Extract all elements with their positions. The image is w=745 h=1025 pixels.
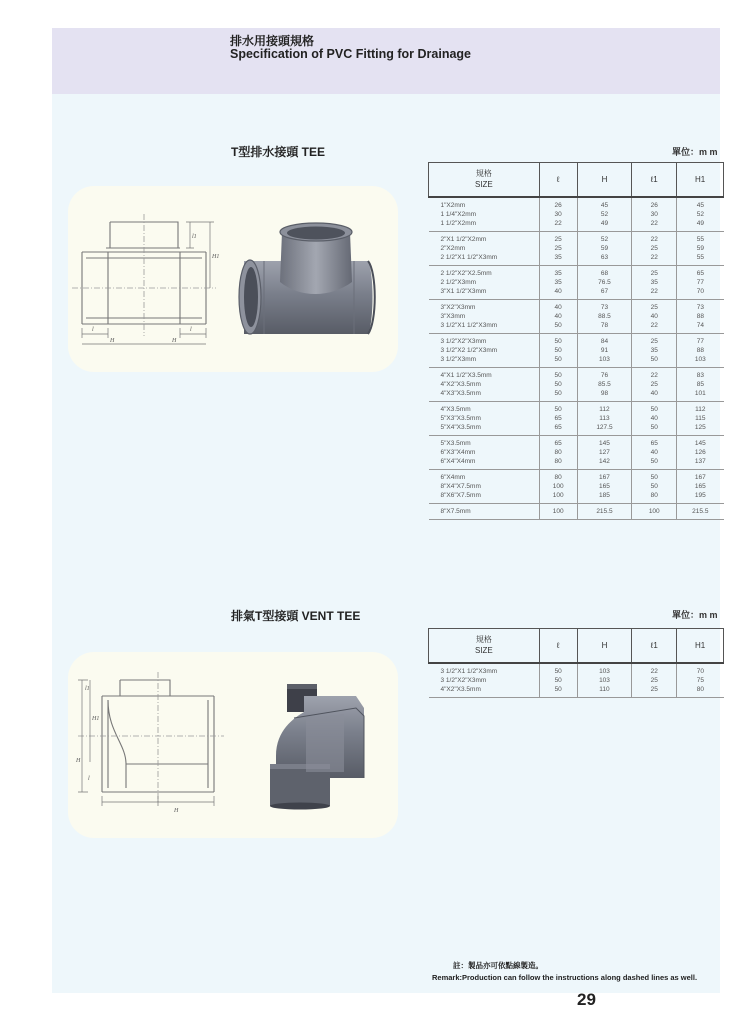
tee-cell-value: 25 xyxy=(554,235,562,243)
tee-cell-value: 5"X3.5mm xyxy=(440,439,471,447)
tee-cell-sizes xyxy=(429,469,540,503)
tee-cell-value: 165 xyxy=(599,482,610,490)
tee-cell-h1 xyxy=(677,197,724,232)
page-number: 29 xyxy=(577,990,596,1009)
tee-header-size-en: SIZE xyxy=(474,180,493,190)
tee-cell-value: 35 xyxy=(650,346,658,354)
tee-cell-value: 88 xyxy=(696,346,704,354)
tee-cell-value: 40 xyxy=(650,312,658,320)
tee-cell-value: 3"X3mm xyxy=(440,312,466,320)
tee-cell-value: 45 xyxy=(600,201,609,209)
tee-cell-l1 xyxy=(632,401,677,435)
tee-cell-value: 50 xyxy=(650,405,658,413)
tee-cell-value: 25 xyxy=(650,380,658,388)
tee-cell-value: 40 xyxy=(650,389,658,397)
vent-cell-value: 3 1/2"X1 1/2"X3mm xyxy=(440,667,498,675)
tee-drawing-panel xyxy=(68,186,398,372)
vent-header-size-zh: 規格 xyxy=(475,635,492,645)
tee-cell-value: 50 xyxy=(650,355,658,363)
tee-cell-h1 xyxy=(677,333,724,367)
tee-cell-sizes xyxy=(429,231,540,265)
tee-cell-value: 25 xyxy=(650,244,658,252)
tee-cell-value: 50 xyxy=(554,346,562,354)
vent-header-l: ℓ xyxy=(539,629,577,663)
tee-cell-sizes xyxy=(429,333,540,367)
tee-cell-value: 22 xyxy=(650,371,658,379)
tee-cell-value: 35 xyxy=(554,269,562,277)
tee-cell-value: 6"X4"X4mm xyxy=(440,457,476,465)
tee-cell-value: 74 xyxy=(696,321,704,329)
tee-cell-value: 78 xyxy=(600,321,609,329)
tee-cell-value: 3 1/2"X1 1/2"X3mm xyxy=(440,321,498,329)
tee-cell-h xyxy=(577,469,632,503)
vent-header-h1: H1 xyxy=(677,629,724,663)
tee-cell-l1 xyxy=(632,299,677,333)
tee-cell-h xyxy=(577,197,632,232)
tee-dim-label-l-right: l xyxy=(190,327,192,333)
tee-cell-value: 73 xyxy=(696,303,704,311)
tee-cell-sizes xyxy=(429,299,540,333)
tee-cell-value: 91 xyxy=(600,346,609,354)
tee-cell-h1 xyxy=(677,435,724,469)
tee-cell-value: 167 xyxy=(694,473,706,481)
tee-cell-value: 35 xyxy=(554,253,562,261)
tee-cell-h xyxy=(577,503,632,519)
tee-cell-value: 73 xyxy=(600,303,609,311)
vent-cell-value: 50 xyxy=(554,667,562,675)
vent-cell-value: 22 xyxy=(650,667,658,675)
tee-cell-h1 xyxy=(677,231,724,265)
tee-cell-l xyxy=(539,299,577,333)
tee-cell-value: 70 xyxy=(696,287,704,295)
tee-table-row xyxy=(429,367,724,401)
tee-cell-value: 112 xyxy=(599,405,610,413)
vent-dim-label-h: H xyxy=(174,808,179,814)
tee-cell-value: 25 xyxy=(650,269,658,277)
tee-cell-value: 88.5 xyxy=(598,312,611,320)
tee-cell-h1 xyxy=(677,469,724,503)
tee-cell-value: 127 xyxy=(599,448,610,456)
tee-cell-value: 80 xyxy=(554,457,562,465)
tee-table-row xyxy=(429,299,724,333)
tee-cell-value: 215.5 xyxy=(596,507,613,515)
tee-table-body xyxy=(429,197,724,520)
tee-cell-value: 3"X1 1/2"X3mm xyxy=(440,287,487,295)
tee-cell-value: 65 xyxy=(554,439,562,447)
vent-dim-label-l: l xyxy=(88,776,90,782)
tee-cell-value: 8"X6"X7.5mm xyxy=(440,491,481,499)
tee-dim-label-h-right: H xyxy=(172,338,177,344)
tee-cell-value: 4"X2"X3.5mm xyxy=(440,380,481,388)
vent-cell-value: 25 xyxy=(650,685,658,693)
tee-cell-h xyxy=(577,299,632,333)
vent-cell-sizes xyxy=(429,663,540,698)
tee-cell-value: 50 xyxy=(554,389,562,397)
tee-cell-sizes xyxy=(429,367,540,401)
tee-cell-value: 50 xyxy=(650,473,658,481)
tee-cell-value: 22 xyxy=(650,253,658,261)
tee-cell-value: 77 xyxy=(696,278,704,286)
footnote-english: Remark:Production can follow the instructions along dashed lines as well. xyxy=(432,973,698,982)
tee-cell-l1 xyxy=(632,469,677,503)
tee-cell-value: 65 xyxy=(554,414,562,422)
page-title-english: Specification of PVC Fitting for Drainage xyxy=(230,47,471,61)
tee-cell-value: 142 xyxy=(599,457,610,465)
tee-cell-value: 215.5 xyxy=(692,507,709,515)
tee-cell-value: 22 xyxy=(650,235,658,243)
tee-cell-sizes xyxy=(429,265,540,299)
tee-dim-label-l1: l1 xyxy=(192,234,197,240)
tee-cell-value: 50 xyxy=(554,380,562,388)
tee-cell-value: 76.5 xyxy=(598,278,611,286)
vent-section-title: 排氣T型接頭 VENT TEE xyxy=(231,609,361,623)
tee-cell-value: 22 xyxy=(650,219,658,227)
tee-cell-value: 6"X4mm xyxy=(440,473,466,481)
tee-cell-sizes xyxy=(429,435,540,469)
tee-cell-value: 40 xyxy=(554,287,562,295)
tee-technical-drawing xyxy=(68,186,398,372)
tee-cell-value: 52 xyxy=(696,210,704,218)
tee-cell-value: 145 xyxy=(694,439,706,447)
tee-table-row xyxy=(429,469,724,503)
tee-spec-table xyxy=(428,162,724,520)
tee-cell-value: 2"X1 1/2"X2mm xyxy=(440,235,487,243)
tee-cell-value: 4"X3"X3.5mm xyxy=(440,389,481,397)
tee-cell-l1 xyxy=(632,435,677,469)
tee-section-title: T型排水接頭 TEE xyxy=(231,145,326,159)
tee-header-h1: H1 xyxy=(677,163,724,197)
vent-cell-value: 70 xyxy=(696,667,704,675)
tee-cell-h xyxy=(577,367,632,401)
vent-cell-h xyxy=(577,663,632,698)
tee-cell-value: 98 xyxy=(600,389,609,397)
vent-cell-value: 103 xyxy=(599,667,610,675)
tee-cell-h xyxy=(577,231,632,265)
tee-fitting-photo xyxy=(239,223,375,334)
tee-cell-value: 67 xyxy=(600,287,609,295)
tee-cell-value: 50 xyxy=(650,423,658,431)
tee-cell-value: 26 xyxy=(554,201,562,209)
tee-cell-value: 55 xyxy=(696,253,704,261)
tee-cell-value: 88 xyxy=(696,312,704,320)
tee-cell-value: 35 xyxy=(650,278,658,286)
tee-cell-value: 103 xyxy=(599,355,610,363)
tee-cell-value: 85.5 xyxy=(598,380,611,388)
tee-table-header-row xyxy=(429,163,724,197)
tee-cell-l1 xyxy=(632,197,677,232)
vent-cell-value: 50 xyxy=(554,685,562,693)
tee-cell-value: 40 xyxy=(554,312,562,320)
vent-table-body xyxy=(429,663,724,698)
tee-cell-value: 77 xyxy=(696,337,704,345)
tee-cell-value: 112 xyxy=(695,405,706,413)
tee-cell-value: 50 xyxy=(554,337,562,345)
tee-cell-l xyxy=(539,333,577,367)
vent-tee-fitting-photo xyxy=(270,684,364,810)
tee-table-row xyxy=(429,231,724,265)
tee-cell-sizes xyxy=(429,401,540,435)
vent-cell-value: 110 xyxy=(599,685,610,693)
tee-table-row xyxy=(429,435,724,469)
tee-cell-value: 100 xyxy=(552,491,564,499)
tee-cell-l1 xyxy=(632,333,677,367)
tee-cell-value: 3 1/2"X2"X3mm xyxy=(440,337,487,345)
tee-cell-value: 55 xyxy=(696,235,704,243)
tee-cell-value: 165 xyxy=(694,482,706,490)
vent-cell-l1 xyxy=(632,663,677,698)
tee-cell-value: 1 1/4"X2mm xyxy=(440,210,477,218)
vent-cell-value: 103 xyxy=(599,676,610,684)
tee-cell-h1 xyxy=(677,265,724,299)
tee-table-row xyxy=(429,503,724,519)
tee-cell-value: 63 xyxy=(600,253,609,261)
header-band xyxy=(52,28,720,94)
tee-table-row xyxy=(429,333,724,367)
tee-cell-value: 5"X3"X3.5mm xyxy=(440,414,481,422)
tee-header-size-zh: 規格 xyxy=(475,169,492,179)
vent-cell-value: 50 xyxy=(554,676,562,684)
tee-cell-value: 22 xyxy=(650,287,658,295)
vent-cell-value: 25 xyxy=(650,676,658,684)
tee-cell-value: 40 xyxy=(650,414,658,422)
tee-cell-value: 80 xyxy=(554,473,562,481)
tee-cell-value: 126 xyxy=(694,448,706,456)
tee-cell-value: 50 xyxy=(650,482,658,490)
tee-cell-value: 83 xyxy=(696,371,704,379)
vent-header-size-en: SIZE xyxy=(474,646,493,656)
vent-cell-value: 75 xyxy=(696,676,704,684)
tee-header-l1: ℓ1 xyxy=(632,163,677,197)
tee-cell-h1 xyxy=(677,367,724,401)
tee-cell-value: 4"X1 1/2"X3.5mm xyxy=(440,371,492,379)
tee-cell-value: 137 xyxy=(694,457,706,465)
tee-cell-value: 26 xyxy=(650,201,658,209)
vent-technical-drawing xyxy=(68,652,398,838)
tee-cell-h xyxy=(577,401,632,435)
tee-cell-value: 6"X3"X4mm xyxy=(440,448,476,456)
vent-cell-l xyxy=(539,663,577,698)
tee-table-row xyxy=(429,265,724,299)
tee-cell-h xyxy=(577,435,632,469)
vent-drawing-panel xyxy=(68,652,398,838)
tee-cell-l xyxy=(539,231,577,265)
tee-cell-value: 2 1/2"X2"X2.5mm xyxy=(440,269,492,277)
vent-cell-value: 3 1/2"X2"X3mm xyxy=(440,676,487,684)
tee-cell-value: 40 xyxy=(650,448,658,456)
tee-cell-value: 100 xyxy=(552,482,564,490)
tee-cell-value: 2 1/2"X1 1/2"X3mm xyxy=(440,253,498,261)
tee-cell-h xyxy=(577,265,632,299)
tee-cell-value: 52 xyxy=(600,210,609,218)
vent-header-size xyxy=(429,629,540,663)
tee-cell-l xyxy=(539,503,577,519)
tee-cell-value: 5"X4"X3.5mm xyxy=(440,423,481,431)
tee-dim-label-h1: H1 xyxy=(212,254,220,260)
tee-cell-value: 127.5 xyxy=(596,423,613,431)
tee-cell-value: 84 xyxy=(600,337,609,345)
tee-cell-value: 49 xyxy=(600,219,609,227)
tee-cell-h1 xyxy=(677,503,724,519)
tee-cell-value: 50 xyxy=(554,321,562,329)
tee-cell-value: 30 xyxy=(554,210,562,218)
tee-cell-h1 xyxy=(677,401,724,435)
tee-cell-value: 65 xyxy=(554,423,562,431)
tee-cell-l xyxy=(539,265,577,299)
tee-cell-value: 3 1/2"X2 1/2"X3mm xyxy=(440,346,498,354)
tee-cell-value: 85 xyxy=(696,380,704,388)
tee-dim-label-h-left: H xyxy=(110,338,115,344)
tee-header-size xyxy=(429,163,540,197)
tee-cell-value: 100 xyxy=(552,507,564,515)
tee-cell-value: 76 xyxy=(600,371,609,379)
tee-table-row xyxy=(429,401,724,435)
tee-cell-value: 113 xyxy=(599,414,610,422)
tee-cell-value: 52 xyxy=(600,235,609,243)
tee-dim-label-l: l xyxy=(92,327,94,333)
tee-cell-l xyxy=(539,197,577,232)
tee-unit-label: 單位：m m xyxy=(672,147,718,157)
tee-cell-l xyxy=(539,469,577,503)
tee-cell-h xyxy=(577,333,632,367)
tee-cell-l xyxy=(539,401,577,435)
tee-cell-value: 8"X4"X7.5mm xyxy=(440,482,481,490)
tee-cell-value: 3 1/2"X3mm xyxy=(440,355,477,363)
vent-table-row xyxy=(429,663,724,698)
tee-cell-value: 125 xyxy=(694,423,706,431)
tee-cell-value: 22 xyxy=(554,219,562,227)
page-title-chinese: 排水用接頭規格 xyxy=(230,34,315,48)
vent-dim-label-l1: l1 xyxy=(85,686,90,692)
tee-cell-sizes xyxy=(429,503,540,519)
vent-table-header-row xyxy=(429,629,724,663)
tee-cell-h1 xyxy=(677,299,724,333)
vent-dim-label-h1: H1 xyxy=(92,716,100,722)
tee-cell-value: 25 xyxy=(650,303,658,311)
tee-cell-value: 68 xyxy=(600,269,609,277)
tee-cell-value: 167 xyxy=(599,473,610,481)
tee-cell-value: 195 xyxy=(694,491,706,499)
vent-cell-h1 xyxy=(677,663,724,698)
tee-cell-value: 45 xyxy=(696,201,704,209)
tee-cell-value: 1"X2mm xyxy=(440,201,466,209)
tee-cell-value: 22 xyxy=(650,321,658,329)
footnote-chinese: 註：製品亦可依點線製造。 xyxy=(453,961,543,970)
tee-cell-value: 50 xyxy=(554,405,562,413)
tee-cell-value: 80 xyxy=(650,491,658,499)
tee-cell-value: 50 xyxy=(554,355,562,363)
tee-cell-l1 xyxy=(632,503,677,519)
tee-cell-value: 40 xyxy=(554,303,562,311)
tee-cell-value: 103 xyxy=(694,355,706,363)
tee-cell-value: 145 xyxy=(599,439,610,447)
tee-cell-value: 2"X2mm xyxy=(440,244,466,252)
tee-cell-value: 2 1/2"X3mm xyxy=(440,278,477,286)
tee-cell-value: 50 xyxy=(650,457,658,465)
tee-cell-value: 50 xyxy=(554,371,562,379)
tee-cell-value: 3"X2"X3mm xyxy=(440,303,476,311)
tee-cell-l1 xyxy=(632,231,677,265)
tee-cell-value: 115 xyxy=(695,414,706,422)
tee-cell-l xyxy=(539,435,577,469)
tee-cell-value: 185 xyxy=(599,491,610,499)
tee-cell-l xyxy=(539,367,577,401)
tee-cell-value: 59 xyxy=(696,244,704,252)
tee-cell-value: 1 1/2"X2mm xyxy=(440,219,477,227)
tee-header-l: ℓ xyxy=(539,163,577,197)
tee-cell-l1 xyxy=(632,265,677,299)
tee-cell-value: 65 xyxy=(696,269,704,277)
vent-unit-label: 單位：m m xyxy=(672,610,718,620)
tee-cell-value: 4"X3.5mm xyxy=(440,405,471,413)
tee-header-h: H xyxy=(577,163,632,197)
tee-cell-value: 8"X7.5mm xyxy=(440,507,471,515)
vent-spec-table xyxy=(428,628,724,698)
tee-cell-value: 30 xyxy=(650,210,658,218)
tee-cell-value: 35 xyxy=(554,278,562,286)
tee-cell-value: 100 xyxy=(648,507,660,515)
tee-cell-value: 80 xyxy=(554,448,562,456)
vent-dim-label-h-left: H xyxy=(76,758,81,764)
vent-cell-value: 80 xyxy=(696,685,704,693)
tee-table-row xyxy=(429,197,724,232)
tee-cell-value: 101 xyxy=(694,389,706,397)
vent-header-l1: ℓ1 xyxy=(632,629,677,663)
tee-cell-value: 25 xyxy=(650,337,658,345)
vent-header-h: H xyxy=(577,629,632,663)
tee-cell-value: 25 xyxy=(554,244,562,252)
tee-cell-sizes xyxy=(429,197,540,232)
tee-cell-value: 49 xyxy=(696,219,704,227)
tee-cell-value: 65 xyxy=(650,439,658,447)
tee-cell-l1 xyxy=(632,367,677,401)
vent-cell-value: 4"X2"X3.5mm xyxy=(440,685,481,693)
tee-cell-value: 59 xyxy=(600,244,609,252)
